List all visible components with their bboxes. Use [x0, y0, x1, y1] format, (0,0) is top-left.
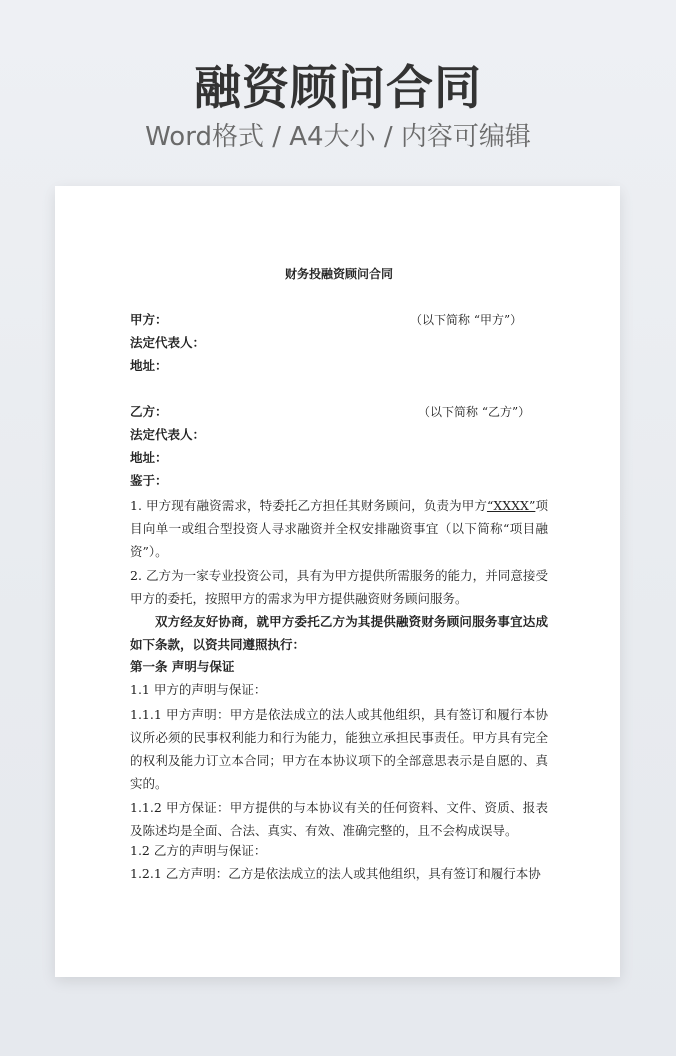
- party-b-label: 乙方：: [130, 404, 168, 419]
- section-1-1-2: 1.1.2 甲方保证：甲方提供的与本协议有关的任何资料、文件、资质、报表及陈述均是全面、合法、真实、有效、准确完整的，且不会构成误导。: [130, 800, 548, 838]
- party-a-label: 甲方：: [130, 312, 168, 327]
- banner-title: 融资顾问合同: [194, 61, 482, 116]
- whereas-clause-2: 2. 乙方为一家专业投资公司，具有为甲方提供所需服务的能力，并同意接受甲方的委托，按照甲方的需求为甲方提供融资财务顾问服务。: [130, 568, 548, 606]
- section-1-1: 1.1 甲方的声明与保证：: [130, 682, 267, 697]
- clause-1-text-a: 1. 甲方现有融资需求，特委托乙方担任其财务顾问，负责为甲方: [130, 498, 487, 513]
- party-a-representative: 法定代表人：: [130, 335, 206, 350]
- party-b-address: 地址：: [130, 450, 168, 465]
- document-page: [55, 186, 620, 977]
- section-1-1-1: 1.1.1 甲方声明：甲方是依法成立的法人或其他组织，具有签订和履行本协议所必须的民事权利能力和行为能力，能独立承担民事责任。甲方具有完全的权利及能力订立本合同；甲方在本协议项下的全部意思表示是自愿的、真实的。: [130, 707, 548, 791]
- party-b-note: （以下简称 “乙方”）: [418, 405, 531, 419]
- article-1-title: 第一条 声明与保证: [130, 659, 235, 674]
- banner-subtitle: Word格式 / A4大小 / 内容可编辑: [145, 122, 531, 152]
- clause-1-text-b: 项目向单一或组合型投资人寻求融资并全权安排融资事宜（以下简称“项目融资”）。: [130, 498, 548, 559]
- party-a-note: （以下简称 “甲方”）: [410, 313, 523, 327]
- whereas-heading: 鉴于：: [130, 473, 168, 488]
- project-name: “XXXX”: [486, 498, 536, 513]
- whereas-clause-1: [130, 494, 548, 563]
- agreement-statement: 双方经友好协商，就甲方委托乙方为其提供融资财务顾问服务事宜达成如下条款，以资共同遵照执行：: [130, 614, 548, 652]
- party-b-representative: 法定代表人：: [130, 427, 206, 442]
- document-title: 财务投融资顾问合同: [284, 267, 393, 281]
- section-1-2-1: 1.2.1 乙方声明：乙方是依法成立的法人或其他组织，具有签订和履行本协: [130, 866, 541, 881]
- section-1-2: 1.2 乙方的声明与保证：: [130, 843, 267, 858]
- party-a-address: 地址：: [130, 358, 168, 373]
